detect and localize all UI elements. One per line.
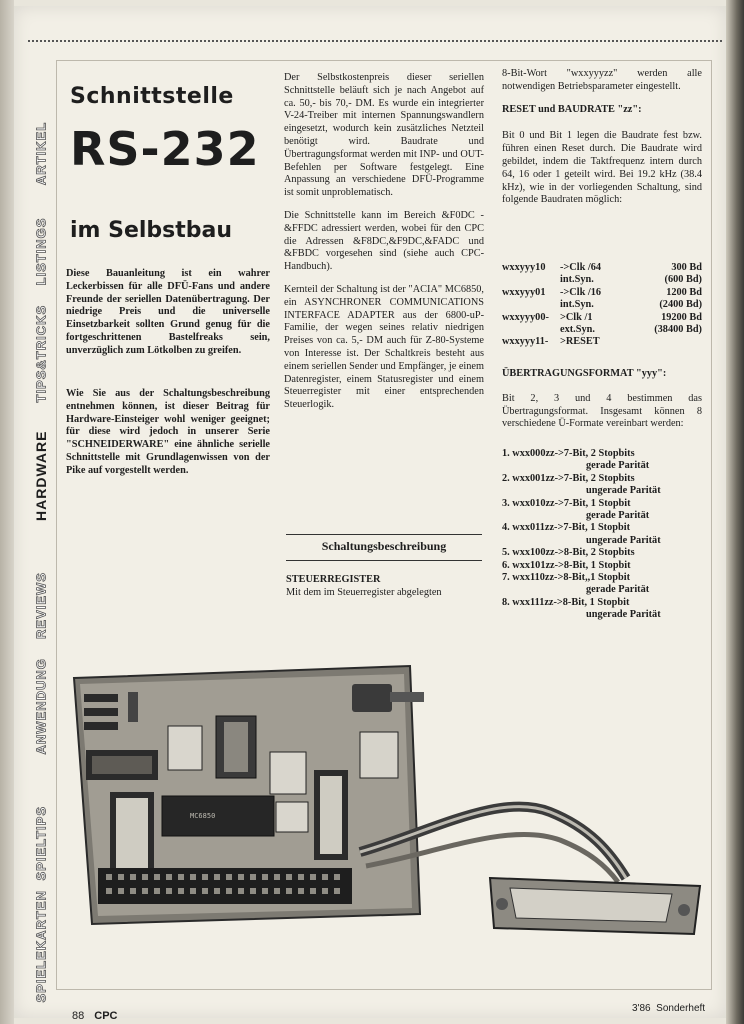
section-sidebar [26, 60, 56, 1003]
col2-paragraph-1: Der Selbstkostenpreis dieser seriellen Schnittstelle beläuft sich je nach Angebot auf ca. 50,- bis 70,- DM. Es wurde ein integrierter V-24-Treiber mit internen Spannungswandlern eingesetzt, wodurch kein zusätzliches Netzteil benötigt wird. Baudrate und Übertragungsformat werden mit INP- und OUT-Befehlen per Software festgelegt. Eine Anpassung an verschiedene DFÜ-Programme ist somit unproblematisch. [284, 72, 484, 199]
sidebar-spielekarten: SPIELEKARTEN [33, 890, 49, 1003]
list-item: 1. wxx000zz->7-Bit, 2 Stopbits [502, 448, 635, 459]
page-footer-right [632, 1003, 705, 1014]
magazine-name: CPC [94, 1010, 118, 1022]
col3-paragraph-1: 8-Bit-Wort "wxxyyyzz" werden alle notwendigen Betriebsparameter eingestellt. [502, 68, 702, 92]
list-item: 3. wxx010zz->7-Bit, 1 Stopbit [502, 497, 631, 509]
edition: Sonderheft [656, 1003, 706, 1014]
chip-label: MC6850 [190, 812, 216, 820]
col3-paragraph-2: Bit 0 und Bit 1 legen die Baudrate fest bzw. führen einen Reset durch. Die Baudrate wird gebildet, indem die Taktfrequenz intern durch 64, 16 oder 1 geteilt wird. Bei 19.2 kHz (38.4 kHz), wie in der vorliegenden Schaltung, sind folgende Baudraten möglich: [502, 130, 702, 206]
steuer-block [286, 574, 486, 600]
page-edge [726, 0, 744, 1024]
sidebar-spieltips: SPIELTIPS [33, 806, 49, 881]
baud-row: ext.Syn. (38400 Bd) [560, 324, 702, 336]
col3-paragraph-3: Bit 2, 3 und 4 bestimmen das Übertragungsformat. Insgesamt können 8 verschiedene Ü-Formate vereinbart werden: [502, 392, 702, 430]
sidebar-listings: LISTINGS [33, 217, 49, 286]
sidebar-tips-tricks: TIPS&TRICKS [33, 304, 49, 403]
col3-heading-baud: RESET und BAUDRATE "zz": [502, 103, 642, 115]
top-dotted-rule [28, 40, 722, 42]
page-number: 88 [72, 1010, 85, 1022]
list-item: 6. wxx101zz->8-Bit, 1 Stopbit [502, 559, 631, 571]
steuer-text: Mit dem im Steuerregister abgelegten [286, 586, 442, 598]
page-footer-left [72, 1010, 117, 1022]
baud-row: wxxyyy11- >RESET [502, 336, 600, 348]
sidebar-artikel: ARTIKEL [33, 121, 49, 186]
title-line-2: RS-232 [70, 122, 260, 176]
col3-format-intro [502, 368, 702, 441]
book-spine [0, 0, 14, 1024]
baud-row: wxxyyy00- >Clk /1 19200 Bd [502, 311, 702, 323]
sidebar-reviews: REVIEWS [33, 572, 49, 639]
intro-paragraph-1: Diese Bauanleitung ist ein wahrer Leckerbissen für alle DFÜ-Fans und andere Freunde der seriellen Datenübertragung. Der niedrige Preis und die universelle Einsetzbarkeit sollten Grund genug für die fortgeschrittenen Bastelfreaks sein, unverzüglich zum Lötkolben zu greifen. [66, 268, 270, 356]
baud-row: int.Syn. (600 Bd) [560, 274, 702, 286]
col2-paragraph-2: Die Schnittstelle kann im Bereich &F0DC - &FFDC adressiert werden, wobei für den CPC die Adressen &F8DC,&F9DC,&FADC und &FBDC vorgesehen sind (siehe auch CPC-Handbuch). [284, 209, 484, 273]
col3-heading-format: ÜBERTRAGUNGSFORMAT "yyy": [502, 368, 667, 379]
baud-row: wxxyyy01 ->Clk /16 1200 Bd [502, 286, 702, 298]
baud-row: wxxyyy10 ->Clk /64 300 Bd [502, 262, 702, 273]
issue: 3'86 [632, 1003, 651, 1014]
col3-top [502, 68, 702, 217]
sidebar-hardware: HARDWARE [33, 430, 49, 521]
steuer-heading: STEUERREGISTER [286, 574, 381, 585]
column-2 [284, 72, 484, 422]
title-line-1: Schnittstelle [70, 84, 234, 109]
baud-table [502, 262, 702, 349]
sidebar-anwendung: ANWENDUNG [33, 658, 49, 755]
circuit-board-photo [70, 652, 710, 952]
list-item: 8. wxx111zz->8-Bit, 1 Stopbit [502, 596, 630, 608]
intro-paragraph-2: Wie Sie aus der Schaltungsbeschreibung entnehmen können, ist dieser Beitrag für Hardware-Einsteiger wohl weniger geeignet; für diese wird jedoch in unserer Serie "SCHNEIDERWARE" eine ähnliche serielle Schnittstelle mit Grundlagenwissen von der Pike auf vorgestellt werden. [66, 388, 270, 476]
format-list: 1. wxx000zz->7-Bit, 2 Stopbits gerade Parität 2. wxx001zz->7-Bit, 2 Stopbits ungerade Parität 3. wxx010zz->7-Bit, 1 Stopbit gerade Parität 4. wxx011zz->7-Bit, 1 Stopbit ungerade Parität 5. wxx100zz->8-Bit, 2 Stopbits 6. wxx101zz->8-Bit, 1 Stopbit 7. wxx110zz->8-Bit,,1 Stopbit gerade Parität 8. wxx111zz->8-Bit, 1 Stopbit ungerade Parität [502, 448, 702, 622]
section-heading: Schaltungsbeschreibung [286, 534, 482, 561]
col2-paragraph-3: Kernteil der Schaltung ist der "ACIA" MC6850, ein ASYNCHRONER COMMUNICATIONS INTERFACE ADAPTER aus der 6800-uP-Familie, der wegen seines relativ niedrigen Preises von ca. 5,- DM auch für Z-80-Systeme von Interesse ist. Der Schaltkreis besteht aus einem seriellen Sender und Empfänger, je einem Datenregister, einem Statusregister und einem Steuerregister mit einer entsprechenden Steuerlogik. [284, 283, 485, 411]
list-item: 2. wxx001zz->7-Bit, 2 Stopbits [502, 472, 635, 484]
list-item: 4. wxx011zz->7-Bit, 1 Stopbit [502, 522, 630, 534]
list-item: 5. wxx100zz->8-Bit, 2 Stopbits [502, 547, 635, 559]
list-item: 7. wxx110zz->8-Bit,,1 Stopbit [502, 572, 630, 584]
baud-row: int.Syn. (2400 Bd) [560, 299, 702, 311]
title-line-3: im Selbstbau [70, 218, 233, 243]
